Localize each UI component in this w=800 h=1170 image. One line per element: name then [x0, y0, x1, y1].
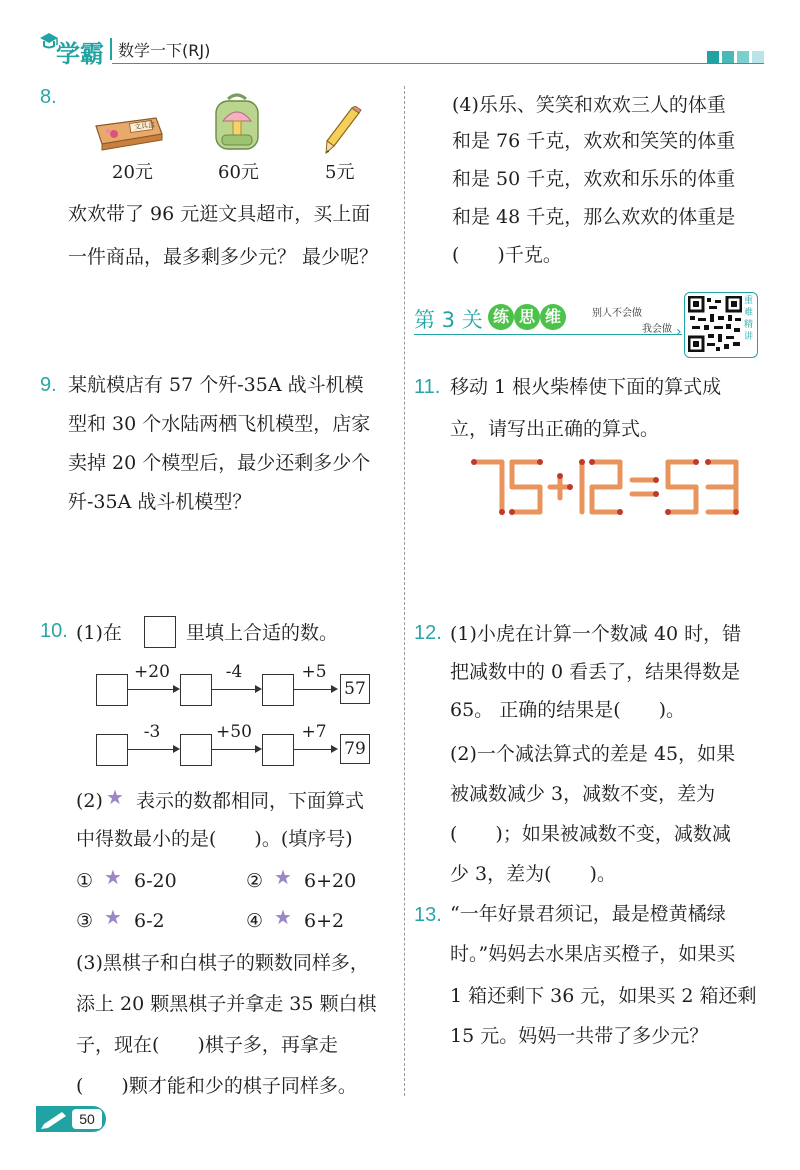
- q4-line-1: (4)乐乐、笑笑和欢欢三人的体重: [452, 94, 726, 116]
- item-price-1: 20元: [112, 162, 153, 183]
- q10-p3-line-3: 子，现在( )棋子多，再拿走: [76, 1034, 338, 1056]
- level-slogan-1: 别人不会做: [592, 308, 642, 319]
- header-square: [752, 51, 764, 63]
- q4-line-4: 和是 48 千克，那么欢欢的体重是: [452, 206, 736, 228]
- qr-code-frame[interactable]: [684, 292, 758, 358]
- header-square: [722, 51, 734, 63]
- chain-arrow: [212, 689, 256, 690]
- star-icon: ★: [274, 865, 292, 889]
- star-icon: ★: [104, 865, 122, 889]
- chain-box[interactable]: [262, 734, 294, 766]
- pencil-icon: [40, 1109, 70, 1129]
- q9-line-3: 卖掉 20 个模型后，最少还剩多少个: [68, 452, 371, 474]
- q11-line-2: 立，请写出正确的算式。: [450, 418, 660, 440]
- question-number-10: 10.: [40, 620, 68, 642]
- chain-box[interactable]: [180, 734, 212, 766]
- q10-p1-prefix: (1)在: [76, 622, 122, 644]
- chain-op: +50: [216, 722, 252, 742]
- header-logo: 学霸: [56, 40, 104, 68]
- number-chain-1: [96, 662, 376, 708]
- header-square: [707, 51, 719, 63]
- backpack-icon: [208, 91, 266, 153]
- qr-label-char: 难: [744, 308, 754, 318]
- q4-line-3: 和是 50 千克，欢欢和乐乐的体重: [452, 168, 736, 190]
- option-4-expr: 6+2: [304, 910, 345, 932]
- chain-arrow: [212, 749, 256, 750]
- q9-line-2: 型和 30 个水陆两栖飞机模型，店家: [68, 413, 371, 435]
- pencil-case-label: 文具盒: [133, 120, 156, 132]
- header-rule: [112, 63, 764, 64]
- question-number-13: 13.: [414, 904, 442, 926]
- chain-arrow: [294, 689, 332, 690]
- item-price-3: 5元: [325, 162, 355, 183]
- q10-p1-suffix: 里填上合适的数。: [186, 622, 339, 644]
- chain-box[interactable]: [96, 674, 128, 706]
- header-subtitle: 数学一下(RJ): [118, 41, 211, 60]
- level-underline: [414, 334, 682, 335]
- chain-arrow-head: [331, 745, 338, 753]
- option-4-label: ④: [246, 910, 264, 932]
- item-price-2: 60元: [218, 162, 259, 183]
- chain-op: -4: [225, 662, 243, 682]
- q10-p3-line-1: (3)黑棋子和白棋子的颗数同样多，: [76, 952, 369, 974]
- option-2-expr: 6+20: [304, 870, 357, 892]
- q13-line-1: “一年好景君须记，最是橙黄橘绿: [450, 903, 726, 925]
- q12-line-4: (2)一个减法算式的差是 45，如果: [450, 743, 736, 765]
- question-number-11: 11.: [414, 376, 441, 398]
- column-divider: [404, 86, 405, 1096]
- chain-arrow: [128, 689, 174, 690]
- q12-line-7: 少 3，差为( )。: [450, 863, 616, 885]
- q10-p3-line-2: 添上 20 颗黑棋子并拿走 35 颗白棋: [76, 993, 377, 1015]
- chain-op: +5: [301, 662, 327, 682]
- chain-arrow-head: [331, 685, 338, 693]
- question-number-8: 8.: [40, 86, 57, 108]
- option-3-expr: 6-2: [134, 910, 165, 932]
- q9-line-1: 某航模店有 57 个歼-35A 战斗机模: [68, 374, 364, 396]
- qr-label-char: 精: [744, 320, 754, 330]
- q10-p2-intro: (2): [76, 790, 103, 812]
- q4-line-2: 和是 76 千克，欢欢和笑笑的体重: [452, 130, 736, 152]
- q12-line-5: 被减数减少 3，减数不变，差为: [450, 783, 716, 805]
- q9-line-4: 歼-35A 战斗机模型？: [68, 491, 252, 513]
- chain-arrow: [294, 749, 332, 750]
- q12-line-6: ( )；如果被减数不变，减数减: [450, 823, 731, 845]
- q12-line-3: 65。 正确的结果是( )。: [450, 699, 686, 721]
- star-icon: ★: [106, 785, 124, 809]
- chain-arrow-head: [173, 685, 180, 693]
- chain-box[interactable]: [180, 674, 212, 706]
- option-2-label: ②: [246, 870, 264, 892]
- number-chain-2: [96, 722, 376, 768]
- header-squares: [707, 51, 767, 63]
- question-number-9: 9.: [40, 374, 57, 396]
- chain-arrow-head: [255, 685, 262, 693]
- option-1-expr: 6-20: [134, 870, 177, 892]
- pencil-case-icon: [92, 112, 164, 152]
- q12-line-2: 把减数中的 0 看丢了，结果得数是: [450, 661, 741, 683]
- q12-line-1: (1)小虎在计算一个数减 40 时，错: [450, 623, 742, 645]
- star-icon: ★: [104, 905, 122, 929]
- chain-box[interactable]: [262, 674, 294, 706]
- chain-arrow-head: [173, 745, 180, 753]
- chain-op: +20: [134, 662, 170, 682]
- chain-op: -3: [143, 722, 161, 742]
- option-1-label: ①: [76, 870, 94, 892]
- q11-line-1: 移动 1 根火柴棒使下面的算式成: [450, 376, 722, 398]
- chain-arrow-head: [255, 745, 262, 753]
- matchstick-equation: [468, 456, 744, 520]
- pencil-icon: [322, 106, 362, 156]
- chain-result: 79: [340, 734, 370, 764]
- qr-label-char: 重: [744, 296, 754, 306]
- level-3-banner: [414, 290, 774, 360]
- header-square: [737, 51, 749, 63]
- matchstick-equation-text: 75+12=53: [468, 456, 474, 457]
- q10-p2-rest: 表示的数都相同，下面算式: [136, 790, 365, 812]
- q13-line-4: 15 元。妈妈一共带了多少元？: [450, 1025, 709, 1047]
- chain-result: 57: [340, 674, 370, 704]
- chain-op: +7: [301, 722, 327, 742]
- qr-label: [744, 295, 754, 343]
- qr-code-icon: [688, 296, 742, 352]
- q13-line-2: 时。”妈妈去水果店买橙子，如果买: [450, 943, 736, 965]
- level-chevron-icon: ›: [676, 324, 682, 340]
- level-badge: 思: [514, 304, 540, 330]
- footer: [36, 1104, 106, 1134]
- level-badge: 维: [540, 304, 566, 330]
- page-number: 50: [79, 1111, 95, 1127]
- star-icon: ★: [274, 905, 292, 929]
- level-badge: 练: [488, 304, 514, 330]
- question-number-12: 12.: [414, 622, 442, 644]
- level-slogan-2: 我会做: [642, 324, 672, 335]
- q4-line-5: ( )千克。: [452, 244, 562, 266]
- header: [0, 0, 800, 70]
- answer-box[interactable]: [144, 616, 176, 648]
- qr-label-char: 讲: [744, 332, 754, 342]
- q10-p2-line-2: 中得数最小的是( )。(填序号): [76, 828, 353, 850]
- q10-p3-line-4: ( )颗才能和少的棋子同样多。: [76, 1075, 357, 1097]
- chain-arrow: [128, 749, 174, 750]
- chain-box[interactable]: [96, 734, 128, 766]
- level-title: 第 3 关: [414, 308, 483, 332]
- q8-line-1: 欢欢带了 96 元逛文具超市，买上面: [68, 203, 371, 225]
- option-3-label: ③: [76, 910, 94, 932]
- q8-line-2: 一件商品，最多剩多少元？ 最少呢？: [68, 246, 379, 268]
- header-divider: [110, 38, 112, 60]
- q13-line-3: 1 箱还剩下 36 元，如果买 2 箱还剩: [450, 985, 757, 1007]
